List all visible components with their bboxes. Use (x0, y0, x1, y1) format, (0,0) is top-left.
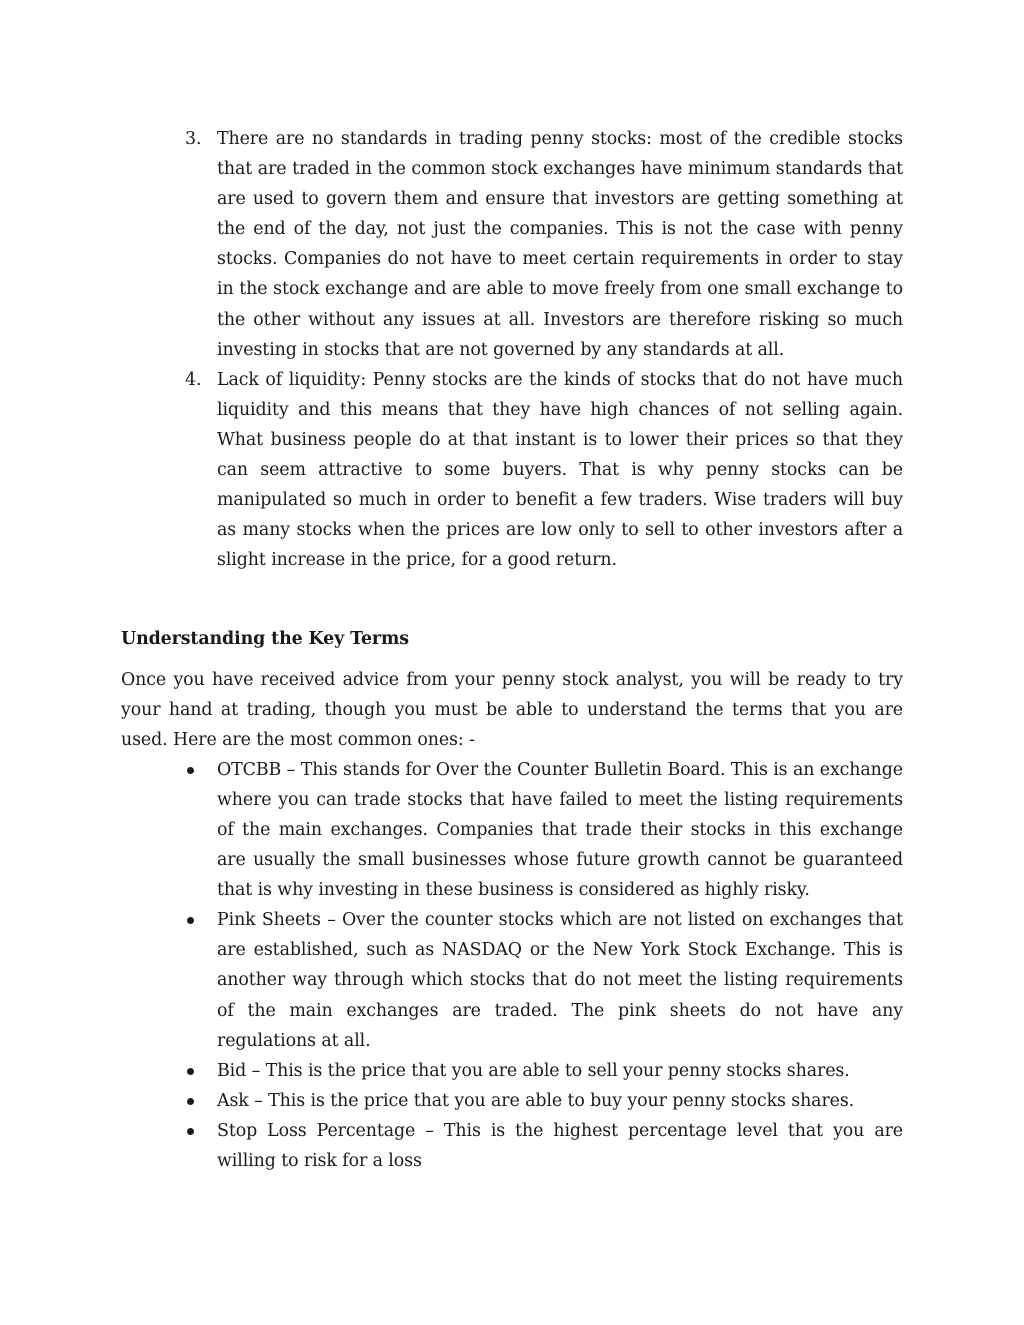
list-item-text: Stop Loss Percentage – This is the highest percentage level that you are willing to risk for a loss (217, 1120, 903, 1171)
section-intro-paragraph: Once you have received advice from your penny stock analyst, you will be ready to try your hand at trading, though you must be able to understand the terms that you are used. Here are the most common ones: - (121, 669, 903, 750)
list-item-text: Bid – This is the price that you are able to sell your penny stocks shares. (217, 1060, 850, 1081)
bullet-list-item (121, 1056, 903, 1086)
numbered-list-item (121, 124, 903, 365)
section-spacer (121, 575, 903, 624)
numbered-list (121, 124, 903, 575)
bullet-icon (187, 1068, 194, 1075)
list-item-text: There are no standards in trading penny stocks: most of the credible stocks that are traded in the common stock exchanges have minimum standards that are used to govern them and ensure that investors are getting something at the end of the day, not just the companies. This is not the case with penny stocks. Companies do not have to meet certain requirements in order to stay in the stock exchange and are able to move freely from one small exchange to the other without any issues at all. Investors are therefore risking so much investing in stocks that are not governed by any standards at all. (217, 129, 903, 360)
bullet-icon (187, 767, 194, 774)
bullet-list-item (121, 1086, 903, 1116)
bullet-icon (187, 1098, 194, 1105)
list-number: 3. (185, 129, 202, 149)
list-item-text: Ask – This is the price that you are able to buy your penny stocks shares. (217, 1090, 855, 1111)
list-number: 4. (185, 369, 202, 390)
section-heading: Understanding the Key Terms (121, 629, 409, 650)
list-item-text: Lack of liquidity: Penny stocks are the kinds of stocks that do not have much liquidity and this means that they have high chances of not selling again. What business people do at that instant is to lower their prices so that they can seem attractive to some buyers. That is why penny stocks can be manipulated so much in order to benefit a few traders. Wise traders will buy as many stocks when the prices are low only to sell to other investors after a slight increase in the price, for a good return. (217, 369, 903, 571)
heading-gap (121, 655, 903, 665)
list-item-text: Pink Sheets – Over the counter stocks which are not listed on exchanges that are established, such as NASDAQ or the New York Stock Exchange. This is another way through which stocks that do not meet the listing requirements of the main exchanges are traded. The pink sheets do not have any regulations at all. (217, 910, 903, 1051)
bullet-list-item (121, 905, 903, 1055)
bullet-list-item (121, 755, 903, 905)
bullet-icon (187, 917, 194, 924)
list-item-text: OTCBB – This stands for Over the Counter Bulletin Board. This is an exchange where you can trade stocks that have failed to meet the listing requirements of the main exchanges. Companies that trade their stocks in this exchange are usually the small businesses whose future growth cannot be guaranteed that is why investing in these business is considered as highly risky. (217, 759, 903, 901)
page-content (121, 124, 903, 1176)
bullet-list (121, 755, 903, 1176)
bullet-icon (187, 1128, 194, 1135)
numbered-list-item (121, 365, 903, 576)
bullet-list-item (121, 1116, 903, 1176)
